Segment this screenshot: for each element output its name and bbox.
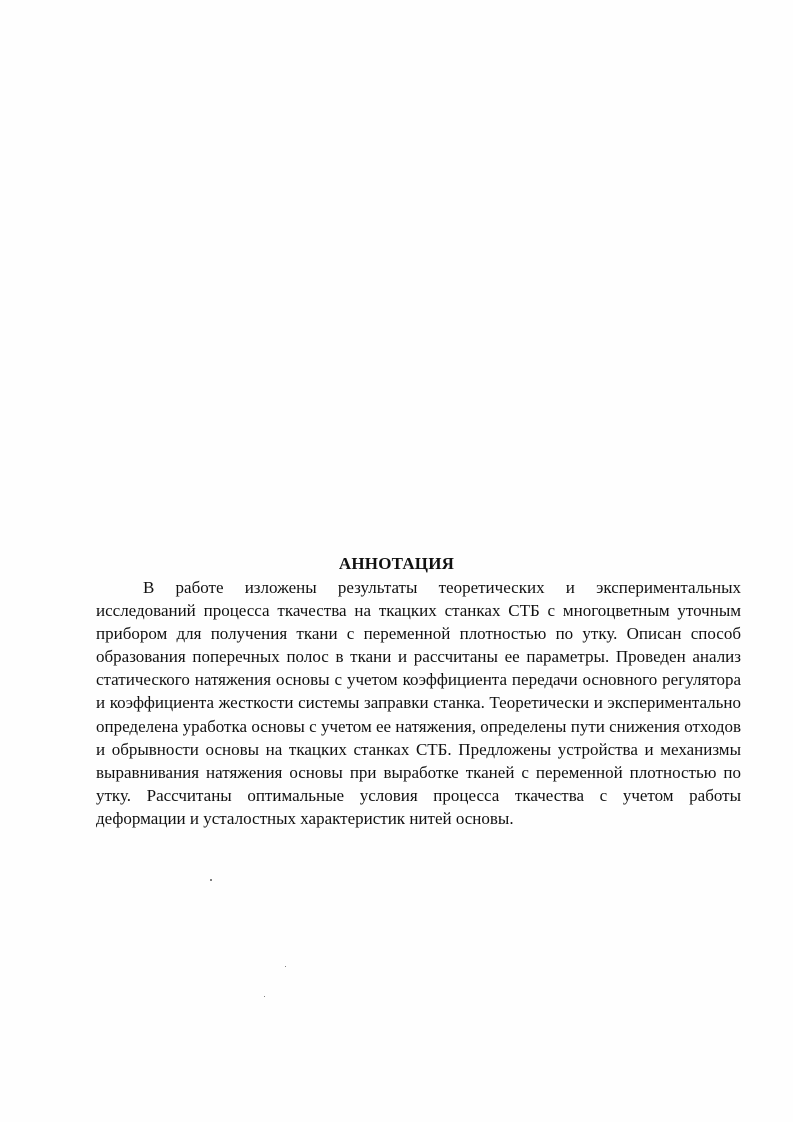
- scan-speck: [210, 879, 212, 881]
- scan-speck: [285, 966, 286, 967]
- scan-speck: [264, 996, 265, 997]
- abstract-text: В работе изложены результаты теоретических и экспериментальных исследований процесса ткачества на ткацких станках СТБ с многоцветным уточным прибором для получения ткани с переменной плотностью по утку. Описан способ образования поперечных полос в ткани и рассчитаны ее параметры. Проведен анализ статического натяжения основы с учетом коэффициента передачи основного регулятора и коэффициента жесткости системы заправки станка. Теоретически и экспериментально определена уработка основы с учетом ее натяжения, определены пути снижения отходов и обрывности основы на ткацких станках СТБ. Предложены устройства и механизмы выравнивания натяжения основы при выработке тканей с переменной плотностью по утку. Рассчитаны оптимальные условия процесса ткачества с учетом работы деформации и усталостных характеристик нитей основы.: [96, 578, 741, 828]
- abstract-heading: АННОТАЦИЯ: [338, 554, 455, 573]
